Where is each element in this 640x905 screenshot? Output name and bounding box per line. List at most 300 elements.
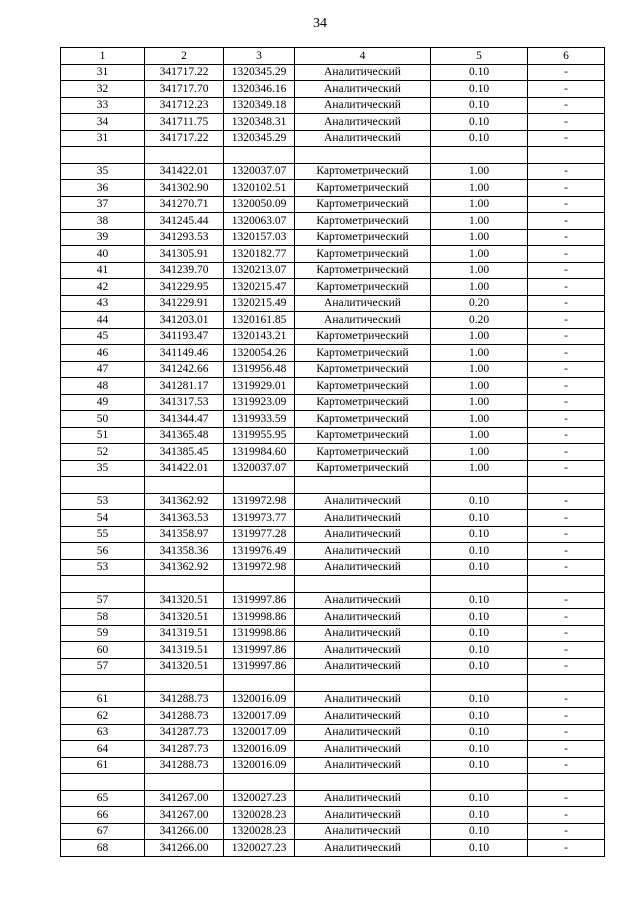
table-cell: 341717.22 [145, 64, 224, 81]
table-cell: 1319977.28 [224, 526, 295, 543]
table-cell: 1320016.09 [224, 691, 295, 708]
table-cell: 1320050.09 [224, 196, 295, 213]
table-cell: Картометрический [295, 460, 431, 477]
table-cell: 37 [61, 196, 145, 213]
table-cell: 1.00 [431, 180, 528, 197]
table-cell: - [528, 81, 605, 98]
table-cell: Картометрический [295, 394, 431, 411]
table-cell: - [528, 411, 605, 428]
table-cell: 1319984.60 [224, 444, 295, 461]
table-cell: 341320.51 [145, 658, 224, 675]
table-cell: 1319955.95 [224, 427, 295, 444]
table-row [61, 196, 605, 213]
table-cell [528, 477, 605, 494]
table-row [61, 625, 605, 642]
table-cell: 33 [61, 97, 145, 114]
table-cell: Картометрический [295, 262, 431, 279]
table-cell: 341362.92 [145, 493, 224, 510]
table-cell: Картометрический [295, 411, 431, 428]
table-row [61, 642, 605, 659]
table-cell [528, 576, 605, 593]
table-cell: 66 [61, 807, 145, 824]
table-cell: - [528, 444, 605, 461]
table-cell: 0.10 [431, 840, 528, 857]
table-row [61, 823, 605, 840]
table-cell: 0.20 [431, 295, 528, 312]
table-cell: 64 [61, 741, 145, 758]
table-row [61, 757, 605, 774]
table-cell: 0.10 [431, 526, 528, 543]
table-cell [295, 675, 431, 692]
table-cell: Аналитический [295, 592, 431, 609]
table-cell: 1320215.47 [224, 279, 295, 296]
table-cell: - [528, 163, 605, 180]
table-cell: 1320028.23 [224, 807, 295, 824]
table-cell: 1.00 [431, 279, 528, 296]
table-cell: 0.10 [431, 807, 528, 824]
table-cell: Аналитический [295, 840, 431, 857]
table-cell [431, 576, 528, 593]
table-cell: 341245.44 [145, 213, 224, 230]
table-row [61, 378, 605, 395]
table-cell: 0.10 [431, 64, 528, 81]
table-cell: 1320017.09 [224, 708, 295, 725]
table-cell: - [528, 312, 605, 329]
table-cell: 48 [61, 378, 145, 395]
table-cell [295, 576, 431, 593]
table-cell: Аналитический [295, 708, 431, 725]
table-cell: 1320143.21 [224, 328, 295, 345]
table-cell: Аналитический [295, 64, 431, 81]
table-row [61, 658, 605, 675]
table-cell: Картометрический [295, 213, 431, 230]
table-cell: 50 [61, 411, 145, 428]
table-cell: 1319998.86 [224, 609, 295, 626]
table-cell [224, 477, 295, 494]
table-cell: - [528, 757, 605, 774]
table-cell: 57 [61, 592, 145, 609]
table-cell: 57 [61, 658, 145, 675]
table-row [61, 312, 605, 329]
table-cell: 1.00 [431, 196, 528, 213]
table-cell: - [528, 460, 605, 477]
table-cell: 1320037.07 [224, 163, 295, 180]
table-cell [145, 774, 224, 791]
table-cell: 47 [61, 361, 145, 378]
table-cell: - [528, 213, 605, 230]
table-cell: 36 [61, 180, 145, 197]
table-cell: Аналитический [295, 625, 431, 642]
table-cell: 1319997.86 [224, 592, 295, 609]
table-cell: Картометрический [295, 279, 431, 296]
table-cell: Аналитический [295, 130, 431, 147]
table-cell: 1319972.98 [224, 559, 295, 576]
table-cell: 341712.23 [145, 97, 224, 114]
table-cell: 40 [61, 246, 145, 263]
table-cell: 1320213.07 [224, 262, 295, 279]
page-number: 34 [313, 16, 327, 31]
table-cell: 0.10 [431, 114, 528, 131]
table-cell [528, 675, 605, 692]
table-cell [431, 675, 528, 692]
table-cell: 341288.73 [145, 708, 224, 725]
table-cell: 0.10 [431, 642, 528, 659]
table-cell: 52 [61, 444, 145, 461]
table-cell [431, 147, 528, 164]
table-row [61, 279, 605, 296]
header-cell: 3 [224, 48, 295, 65]
table-cell: 1320345.29 [224, 130, 295, 147]
table-row [61, 97, 605, 114]
table-cell: - [528, 526, 605, 543]
table-cell: Аналитический [295, 543, 431, 560]
table-row [61, 807, 605, 824]
table-cell: 341239.70 [145, 262, 224, 279]
header-cell: 6 [528, 48, 605, 65]
table-cell: 341229.91 [145, 295, 224, 312]
table-cell: Аналитический [295, 724, 431, 741]
table-cell: 59 [61, 625, 145, 642]
table-cell: 341363.53 [145, 510, 224, 527]
table-cell: - [528, 510, 605, 527]
table-cell: 341288.73 [145, 691, 224, 708]
table-cell: 1320016.09 [224, 741, 295, 758]
table-cell: 53 [61, 559, 145, 576]
table-cell: Аналитический [295, 526, 431, 543]
table-cell: 341422.01 [145, 163, 224, 180]
table-row [61, 262, 605, 279]
table-cell: 341287.73 [145, 724, 224, 741]
table-cell: 1320157.03 [224, 229, 295, 246]
table-cell: 1320063.07 [224, 213, 295, 230]
table-cell: 35 [61, 163, 145, 180]
table-row [61, 510, 605, 527]
table-cell: 1320037.07 [224, 460, 295, 477]
header-cell: 2 [145, 48, 224, 65]
table-cell: - [528, 658, 605, 675]
table-cell: 1320349.18 [224, 97, 295, 114]
table-cell: 341193.47 [145, 328, 224, 345]
table-cell: 1.00 [431, 427, 528, 444]
table-row [61, 64, 605, 81]
table-cell: Картометрический [295, 345, 431, 362]
table-cell: 0.10 [431, 493, 528, 510]
table-cell: 65 [61, 790, 145, 807]
table-row [61, 790, 605, 807]
table-cell: Картометрический [295, 163, 431, 180]
table-cell: 341267.00 [145, 790, 224, 807]
table-cell: 1319997.86 [224, 642, 295, 659]
table-cell: Картометрический [295, 196, 431, 213]
table-cell: 1.00 [431, 246, 528, 263]
table-cell: 0.10 [431, 691, 528, 708]
table-cell: 341302.90 [145, 180, 224, 197]
table-cell [224, 147, 295, 164]
table-cell: 1320016.09 [224, 757, 295, 774]
table-cell: 58 [61, 609, 145, 626]
table-cell: 35 [61, 460, 145, 477]
table-cell: 1319929.01 [224, 378, 295, 395]
table-row [61, 460, 605, 477]
table-cell: 1.00 [431, 378, 528, 395]
table-cell: 0.10 [431, 97, 528, 114]
table-cell: 1320346.16 [224, 81, 295, 98]
table-cell: - [528, 328, 605, 345]
table-row [61, 559, 605, 576]
table-cell: 341358.97 [145, 526, 224, 543]
table-cell: 1320345.29 [224, 64, 295, 81]
table-cell: 341319.51 [145, 625, 224, 642]
table-cell: 341717.70 [145, 81, 224, 98]
table-cell: Аналитический [295, 691, 431, 708]
table-cell: 341717.22 [145, 130, 224, 147]
table-cell: 341365.48 [145, 427, 224, 444]
table-cell: 0.10 [431, 757, 528, 774]
table-cell: 63 [61, 724, 145, 741]
table-row [61, 345, 605, 362]
table-cell: Аналитический [295, 114, 431, 131]
table-cell: 341149.46 [145, 345, 224, 362]
table-cell: - [528, 229, 605, 246]
table-cell: - [528, 823, 605, 840]
table-cell: - [528, 130, 605, 147]
table-cell: 68 [61, 840, 145, 857]
table-cell: 1319998.86 [224, 625, 295, 642]
table-cell: Аналитический [295, 609, 431, 626]
table-row [61, 130, 605, 147]
table-spacer-row [61, 576, 605, 593]
table-cell: 341266.00 [145, 823, 224, 840]
table-cell: 341362.92 [145, 559, 224, 576]
table-cell: 1319976.49 [224, 543, 295, 560]
table-cell: 1319972.98 [224, 493, 295, 510]
table-cell: Аналитический [295, 312, 431, 329]
table-row [61, 246, 605, 263]
table-cell [145, 477, 224, 494]
table-cell: 341358.36 [145, 543, 224, 560]
table-cell: 1.00 [431, 229, 528, 246]
table-cell: 0.20 [431, 312, 528, 329]
table-cell: 0.10 [431, 708, 528, 725]
table-cell: 46 [61, 345, 145, 362]
table-cell: 0.10 [431, 559, 528, 576]
table-cell: - [528, 592, 605, 609]
table-cell: - [528, 361, 605, 378]
table-cell: 67 [61, 823, 145, 840]
table-cell: - [528, 345, 605, 362]
table-cell: - [528, 691, 605, 708]
table-cell: Аналитический [295, 559, 431, 576]
table-cell [295, 477, 431, 494]
table-cell: 41 [61, 262, 145, 279]
table-cell: - [528, 543, 605, 560]
table-cell [528, 147, 605, 164]
table-cell [295, 147, 431, 164]
table-cell: Аналитический [295, 510, 431, 527]
table-cell: 42 [61, 279, 145, 296]
table-cell: Картометрический [295, 328, 431, 345]
table-row [61, 114, 605, 131]
table-cell: 341319.51 [145, 642, 224, 659]
table-cell: Аналитический [295, 295, 431, 312]
table-spacer-row [61, 477, 605, 494]
table-cell [295, 774, 431, 791]
table-cell: Аналитический [295, 823, 431, 840]
table-cell: 0.10 [431, 625, 528, 642]
table-cell: 34 [61, 114, 145, 131]
table-cell: 341293.53 [145, 229, 224, 246]
table-row [61, 427, 605, 444]
table-row [61, 526, 605, 543]
table-cell: 60 [61, 642, 145, 659]
table-cell [224, 774, 295, 791]
table-cell: 0.10 [431, 823, 528, 840]
table-cell: Картометрический [295, 180, 431, 197]
table-cell: 0.10 [431, 130, 528, 147]
table-cell [145, 675, 224, 692]
table-cell: - [528, 279, 605, 296]
table-row [61, 691, 605, 708]
table-cell: - [528, 609, 605, 626]
table-cell [61, 675, 145, 692]
table-cell: 43 [61, 295, 145, 312]
header-cell: 5 [431, 48, 528, 65]
table-cell: 31 [61, 64, 145, 81]
table-cell: - [528, 559, 605, 576]
header-cell: 4 [295, 48, 431, 65]
table-cell: - [528, 724, 605, 741]
table-cell: - [528, 262, 605, 279]
table-row [61, 229, 605, 246]
table-row [61, 543, 605, 560]
table-cell: 1.00 [431, 345, 528, 362]
table-row [61, 328, 605, 345]
table-cell: - [528, 64, 605, 81]
table-cell: 62 [61, 708, 145, 725]
table-row [61, 493, 605, 510]
table-cell: 1.00 [431, 394, 528, 411]
table-row [61, 609, 605, 626]
table-cell [145, 576, 224, 593]
table-cell: 54 [61, 510, 145, 527]
table-cell: 341422.01 [145, 460, 224, 477]
table-cell: 1.00 [431, 460, 528, 477]
table-cell: 1319973.77 [224, 510, 295, 527]
table-cell: 1320348.31 [224, 114, 295, 131]
table-row [61, 361, 605, 378]
table-cell: 1320182.77 [224, 246, 295, 263]
table-cell: 0.10 [431, 741, 528, 758]
table-cell: 341267.00 [145, 807, 224, 824]
table-cell: 31 [61, 130, 145, 147]
table-cell: - [528, 114, 605, 131]
table-cell: Аналитический [295, 493, 431, 510]
table-cell: 38 [61, 213, 145, 230]
coordinates-table [60, 47, 605, 857]
table-cell: 49 [61, 394, 145, 411]
table-cell: Аналитический [295, 97, 431, 114]
table-cell: 1320027.23 [224, 840, 295, 857]
table-row [61, 81, 605, 98]
table-cell: 341711.75 [145, 114, 224, 131]
table-cell: 61 [61, 757, 145, 774]
table-cell [431, 774, 528, 791]
table-cell: 1.00 [431, 213, 528, 230]
table-cell: - [528, 394, 605, 411]
table-cell: - [528, 741, 605, 758]
table-cell: Аналитический [295, 757, 431, 774]
table-cell: 341344.47 [145, 411, 224, 428]
table-cell [61, 147, 145, 164]
table-cell: - [528, 642, 605, 659]
table-cell: - [528, 493, 605, 510]
table-cell: 53 [61, 493, 145, 510]
table-row [61, 741, 605, 758]
table-cell: 45 [61, 328, 145, 345]
table-cell: Аналитический [295, 790, 431, 807]
table-row [61, 411, 605, 428]
table-row [61, 295, 605, 312]
table-row [61, 840, 605, 857]
table-cell: 0.10 [431, 609, 528, 626]
table-cell: 341203.01 [145, 312, 224, 329]
table-cell: 341242.66 [145, 361, 224, 378]
table-cell: - [528, 807, 605, 824]
table-cell: 341281.17 [145, 378, 224, 395]
table-cell: 1320054.26 [224, 345, 295, 362]
table-cell: - [528, 378, 605, 395]
table-cell [528, 774, 605, 791]
table-cell: 1.00 [431, 328, 528, 345]
table-cell: 0.10 [431, 510, 528, 527]
table-cell: 341229.95 [145, 279, 224, 296]
table-cell: 51 [61, 427, 145, 444]
table-cell: Картометрический [295, 444, 431, 461]
table-cell: 1.00 [431, 262, 528, 279]
table-cell: 341270.71 [145, 196, 224, 213]
table-spacer-row [61, 774, 605, 791]
table-cell [61, 576, 145, 593]
table-cell: 1319956.48 [224, 361, 295, 378]
table-cell: 61 [61, 691, 145, 708]
table-cell: Аналитический [295, 807, 431, 824]
table-body [61, 48, 605, 857]
table-cell: 341288.73 [145, 757, 224, 774]
table-cell: 39 [61, 229, 145, 246]
table-cell [61, 477, 145, 494]
table-row [61, 708, 605, 725]
table-cell: - [528, 625, 605, 642]
table-cell: - [528, 708, 605, 725]
table-cell: 1319933.59 [224, 411, 295, 428]
table-cell [61, 774, 145, 791]
table-cell: 0.10 [431, 790, 528, 807]
table-cell: - [528, 790, 605, 807]
table-cell: 1320028.23 [224, 823, 295, 840]
table-cell: 1.00 [431, 361, 528, 378]
table-cell: 1.00 [431, 163, 528, 180]
table-cell: 341317.53 [145, 394, 224, 411]
table-row [61, 180, 605, 197]
table-cell: 341287.73 [145, 741, 224, 758]
table-row [61, 213, 605, 230]
header-cell: 1 [61, 48, 145, 65]
table-cell: Картометрический [295, 229, 431, 246]
table-header-row [61, 48, 605, 65]
table-cell: - [528, 97, 605, 114]
table-cell: 341320.51 [145, 609, 224, 626]
table-cell: - [528, 840, 605, 857]
